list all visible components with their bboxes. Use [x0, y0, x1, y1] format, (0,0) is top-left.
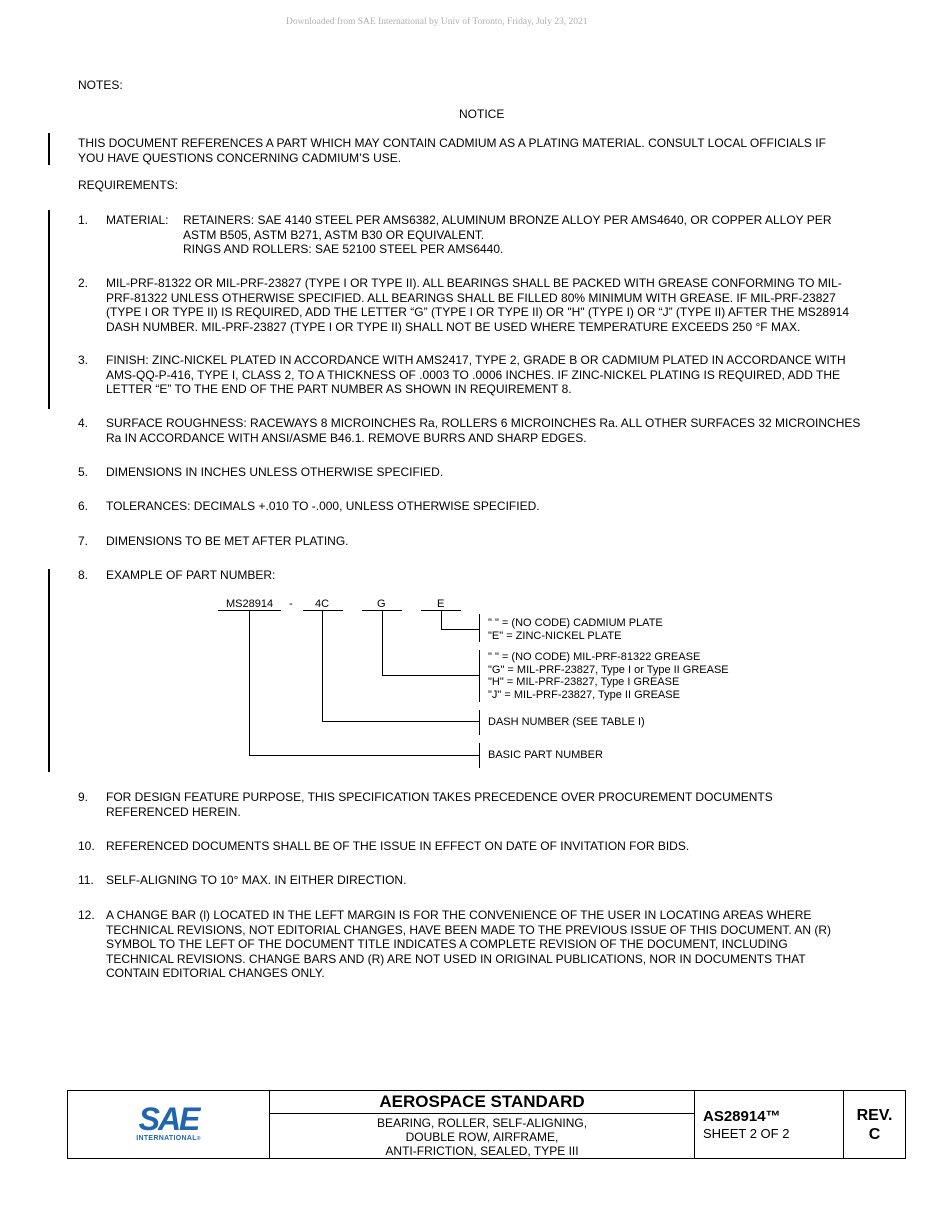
underline [303, 610, 343, 611]
code-line: " " = (NO CODE) CADMIUM PLATE [488, 617, 663, 629]
item-line: ASTM B505, ASTM B271, ASTM B30 OR EQUIVALENT. [183, 227, 485, 242]
item-7-text: DIMENSIONS TO BE MET AFTER PLATING. [106, 534, 349, 548]
sae-logo-text: SAE [138, 1101, 199, 1137]
item-line: SURFACE ROUGHNESS: RACEWAYS 8 MICROINCHES Ra, ROLLERS 6 MICROINCHES Ra. ALL OTHER SURFACES 32 MICROINCHES [106, 416, 861, 430]
segment-grease: G [377, 598, 386, 610]
item-number: 10. [78, 839, 95, 853]
item-line: LETTER “E” TO THE END OF THE PART NUMBER AS SHOWN IN REQUIREMENT 8. [106, 382, 572, 396]
bracket-line [479, 614, 480, 642]
doc-number-cell [695, 1091, 844, 1159]
change-bar [48, 133, 50, 165]
revision-cell [844, 1091, 906, 1159]
item-12-text [106, 908, 831, 981]
subtitle-line: BEARING, ROLLER, SELF-ALIGNING, [376, 1115, 588, 1130]
change-bar [48, 569, 50, 772]
subtitle-line: DOUBLE ROW, AIRFRAME, [405, 1129, 559, 1144]
item-4-text [106, 416, 860, 445]
code-line: "J" = MIL-PRF-23827, Type II GREASE [488, 688, 680, 701]
basic-part-label: BASIC PART NUMBER [488, 749, 603, 761]
item-9-text [106, 790, 773, 819]
doc-number: AS28914™ [703, 1107, 781, 1125]
leader-line [382, 610, 383, 676]
segment-dash: - [289, 598, 293, 610]
item-number: 11. [78, 873, 94, 887]
item-line: RINGS AND ROLLERS: SAE 52100 STEEL PER AMS6440. [183, 242, 504, 256]
leader-line [382, 675, 480, 676]
item-number: 8. [78, 568, 89, 582]
doc-subtitle [270, 1114, 695, 1159]
notice-text [78, 136, 826, 165]
code-line: "G" = MIL-PRF-23827, Type I or Type II GREASE [488, 663, 729, 676]
segment-size: 4C [315, 598, 330, 610]
rev-value: C [868, 1125, 881, 1143]
item-line: FOR DESIGN FEATURE PURPOSE, THIS SPECIFICATION TAKES PRECEDENCE OVER PROCUREMENT DOCUMENTS [106, 790, 773, 804]
item-number: 9. [78, 790, 89, 804]
item-line: Ra IN ACCORDANCE WITH ANSI/ASME B46.1. REMOVE BURRS AND SHARP EDGES. [106, 430, 587, 445]
notice-line: THIS DOCUMENT REFERENCES A PART WHICH MAY CONTAIN CADMIUM AS A PLATING MATERIAL. CONSULT LOCAL OFFICIALS IF [78, 136, 826, 150]
item-8-text: EXAMPLE OF PART NUMBER: [106, 568, 276, 582]
title-block [67, 1090, 906, 1159]
sae-logo-sub: INTERNATIONAL® [136, 1135, 201, 1142]
item-line: AMS-QQ-P-416, TYPE I, CLASS 2, TO A THICKNESS OF .0003 TO .0006 INCHES. IF ZINC-NICKEL PLATING IS REQUIRED, ADD THE [106, 367, 840, 382]
item-line: MIL-PRF-81322 OR MIL-PRF-23827 (TYPE I OR TYPE II). ALL BEARINGS SHALL BE PACKED WITH GREASE CONFORMING TO MIL- [106, 276, 842, 290]
doc-type-title: AEROSPACE STANDARD [270, 1091, 695, 1114]
sheet-number: SHEET 2 OF 2 [703, 1125, 790, 1141]
code-line: "E" = ZINC-NICKEL PLATE [488, 629, 622, 642]
item-1-label: MATERIAL: [106, 213, 169, 227]
item-line: PRF-81322 UNLESS OTHERWISE SPECIFIED. ALL BEARINGS SHALL BE FILLED 80% MINIMUM WITH GREASE. IF MIL-PRF-23827 [106, 290, 836, 305]
item-11-text: SELF-ALIGNING TO 10° MAX. IN EITHER DIRECTION. [106, 873, 407, 887]
bracket-line [479, 710, 480, 735]
plating-codes [488, 617, 663, 642]
item-line: DASH NUMBER. MIL-PRF-23827 (TYPE I OR TYPE II) SHALL NOT BE USED WHERE TEMPERATURE EXCEEDS 250 °F MAX. [106, 319, 801, 334]
item-number: 5. [78, 465, 89, 479]
item-line: TECHNICAL REVISIONS. CHANGE BARS AND (R) ARE NOT USED IN ORIGINAL PUBLICATIONS, NOR IN DOCUMENTS THAT [106, 951, 806, 966]
leader-line [441, 610, 442, 630]
notes-label: NOTES: [78, 78, 123, 92]
item-number: 1. [78, 213, 89, 227]
bracket-line [479, 650, 480, 702]
leader-line [249, 610, 250, 756]
logo-cell [68, 1091, 270, 1159]
item-10-text: REFERENCED DOCUMENTS SHALL BE OF THE ISSUE IN EFFECT ON DATE OF INVITATION FOR BIDS. [106, 839, 690, 853]
bracket-line [479, 743, 480, 768]
item-line: TECHNICAL REVISIONS, NOT EDITORIAL CHANGES, HAVE BEEN MADE TO THE PREVIOUS ISSUE OF THIS DOCUMENT. AN (R) [106, 922, 832, 937]
item-6-text: TOLERANCES: DECIMALS +.010 TO -.000, UNLESS OTHERWISE SPECIFIED. [106, 499, 540, 513]
item-number: 3. [78, 353, 89, 367]
rev-label: REV. [856, 1106, 893, 1124]
item-line: FINISH: ZINC-NICKEL PLATED IN ACCORDANCE WITH AMS2417, TYPE 2, GRADE B OR CADMIUM PLATED IN ACCORDANCE WITH [106, 353, 846, 367]
leader-line [249, 755, 480, 756]
subtitle-line: ANTI-FRICTION, SEALED, TYPE III [385, 1143, 579, 1158]
item-3-text [106, 353, 846, 397]
item-5-text: DIMENSIONS IN INCHES UNLESS OTHERWISE SPECIFIED. [106, 465, 444, 479]
grease-codes [488, 651, 729, 701]
segment-basic: MS28914 [226, 598, 274, 610]
item-line: REFERENCED HEREIN. [106, 804, 241, 819]
segment-plate: E [437, 598, 445, 610]
item-number: 4. [78, 416, 89, 430]
item-number: 12. [78, 908, 95, 922]
item-number: 6. [78, 499, 89, 513]
leader-line [441, 629, 480, 630]
leader-line [322, 610, 323, 722]
code-line: " " = (NO CODE) MIL-PRF-81322 GREASE [488, 651, 701, 663]
item-number: 2. [78, 276, 89, 290]
item-line: CONTAIN EDITORIAL CHANGES ONLY. [106, 966, 325, 980]
item-2-text [106, 276, 849, 334]
requirements-label: REQUIREMENTS: [78, 178, 179, 192]
item-line: RETAINERS: SAE 4140 STEEL PER AMS6382, ALUMINUM BRONZE ALLOY PER AMS4640, OR COPPER ALLOY PER [183, 213, 832, 227]
item-1-text [183, 213, 831, 257]
dash-number-label: DASH NUMBER (SEE TABLE I) [488, 716, 645, 728]
download-notice: Downloaded from SAE International by Univ of Toronto, Friday, July 23, 2021 [286, 17, 588, 27]
item-line: A CHANGE BAR (l) LOCATED IN THE LEFT MARGIN IS FOR THE CONVENIENCE OF THE USER IN LOCATING AREAS WHERE [106, 908, 812, 922]
sae-logo [136, 1101, 201, 1144]
notice-line: YOU HAVE QUESTIONS CONCERNING CADMIUM’S USE. [78, 150, 402, 165]
item-line: SYMBOL TO THE LEFT OF THE DOCUMENT TITLE INDICATES A COMPLETE REVISION OF THE DOCUMENT, INCLUDING [106, 937, 788, 951]
notice-title: NOTICE [459, 107, 505, 121]
item-line: (TYPE I OR TYPE II) IS REQUIRED, ADD THE LETTER “G” (TYPE I OR TYPE II) OR "H" (TYPE I) OR “J” (TYPE II) AFTER THE MS28914 [106, 305, 850, 319]
item-number: 7. [78, 534, 89, 548]
code-line: "H" = MIL-PRF-23827, Type I GREASE [488, 676, 680, 688]
leader-line [322, 721, 480, 722]
change-bar [48, 210, 50, 409]
